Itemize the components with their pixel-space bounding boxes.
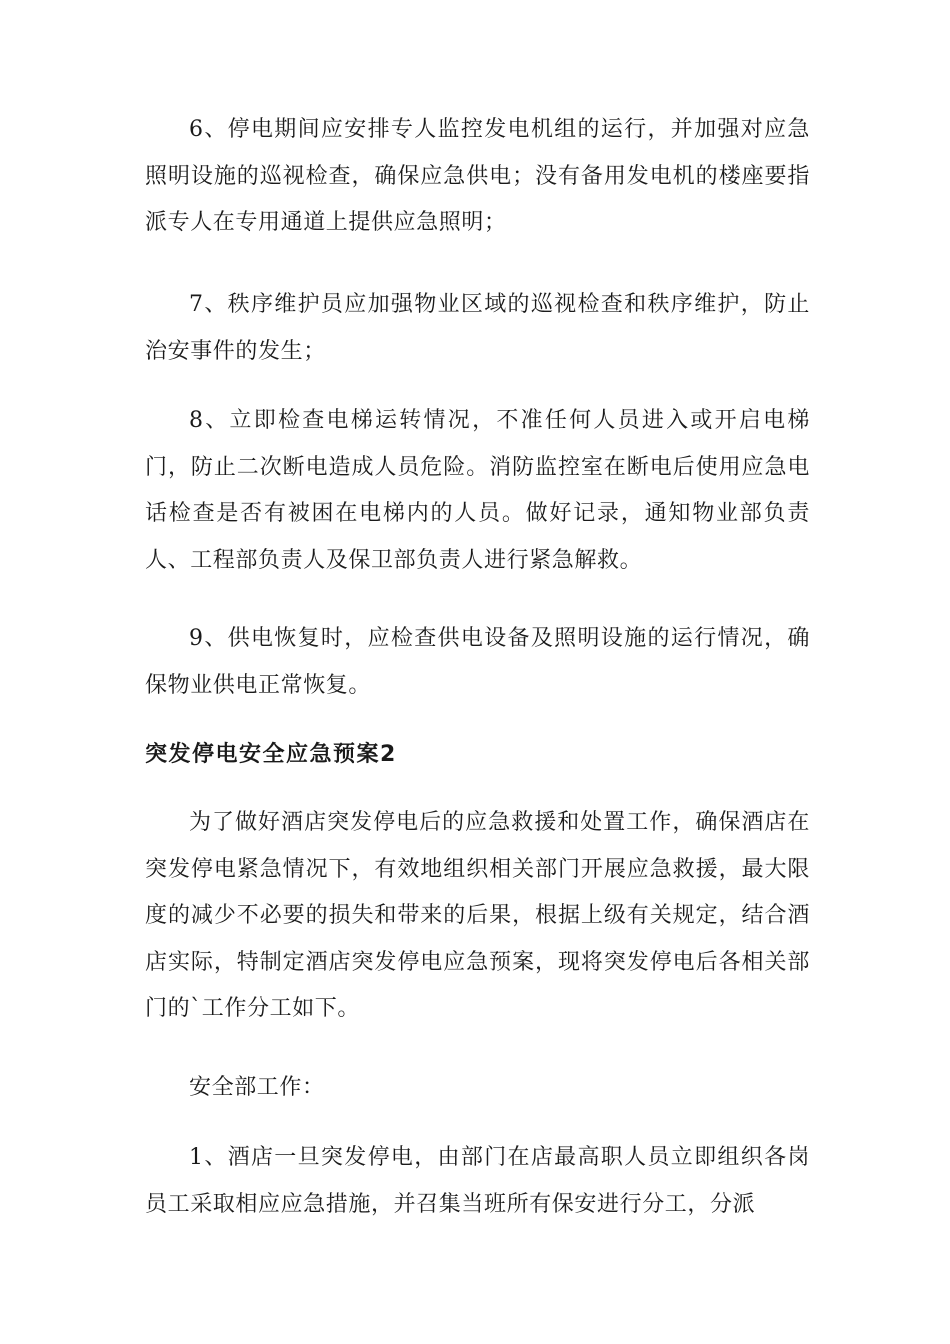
intro-paragraph: 为了做好酒店突发停电后的应急救援和处置工作，确保酒店在突发停电紧急情况下，有效地组织相关部门开展应急救援，最大限度的减少不必要的损失和带来的后果，根据上级有关规定，结合酒店实际，特制定酒店突发停电应急预案，现将突发停电后各相关部门的`工作分工如下。 — [145, 810, 810, 1021]
paragraph-item-6: 6、停电期间应安排专人监控发电机组的运行，并加强对应急照明设施的巡视检查，确保应急供电；没有备用发电机的楼座要指派专人在专用通道上提供应急照明； — [145, 117, 810, 235]
paragraph-item-9: 9、供电恢复时，应检查供电设备及照明设施的运行情况，确保物业供电正常恢复。 — [145, 626, 810, 698]
paragraph-item-7: 7、秩序维护员应加强物业区域的巡视检查和秩序维护，防止治安事件的发生； — [145, 292, 810, 364]
security-dept-heading: 安全部工作： — [189, 1075, 325, 1100]
security-item-1: 1、酒店一旦突发停电，由部门在店最高职人员立即组织各岗员工采取相应应急措施，并召集当班所有保安进行分工，分派 — [145, 1145, 810, 1217]
section-heading: 突发停电安全应急预案2 — [145, 742, 397, 767]
paragraph-item-8: 8、立即检查电梯运转情况，不准任何人员进入或开启电梯门，防止二次断电造成人员危险。消防监控室在断电后使用应急电话检查是否有被困在电梯内的人员。做好记录，通知物业部负责人、工程部负责人及保卫部负责人进行紧急解救。 — [145, 408, 810, 573]
